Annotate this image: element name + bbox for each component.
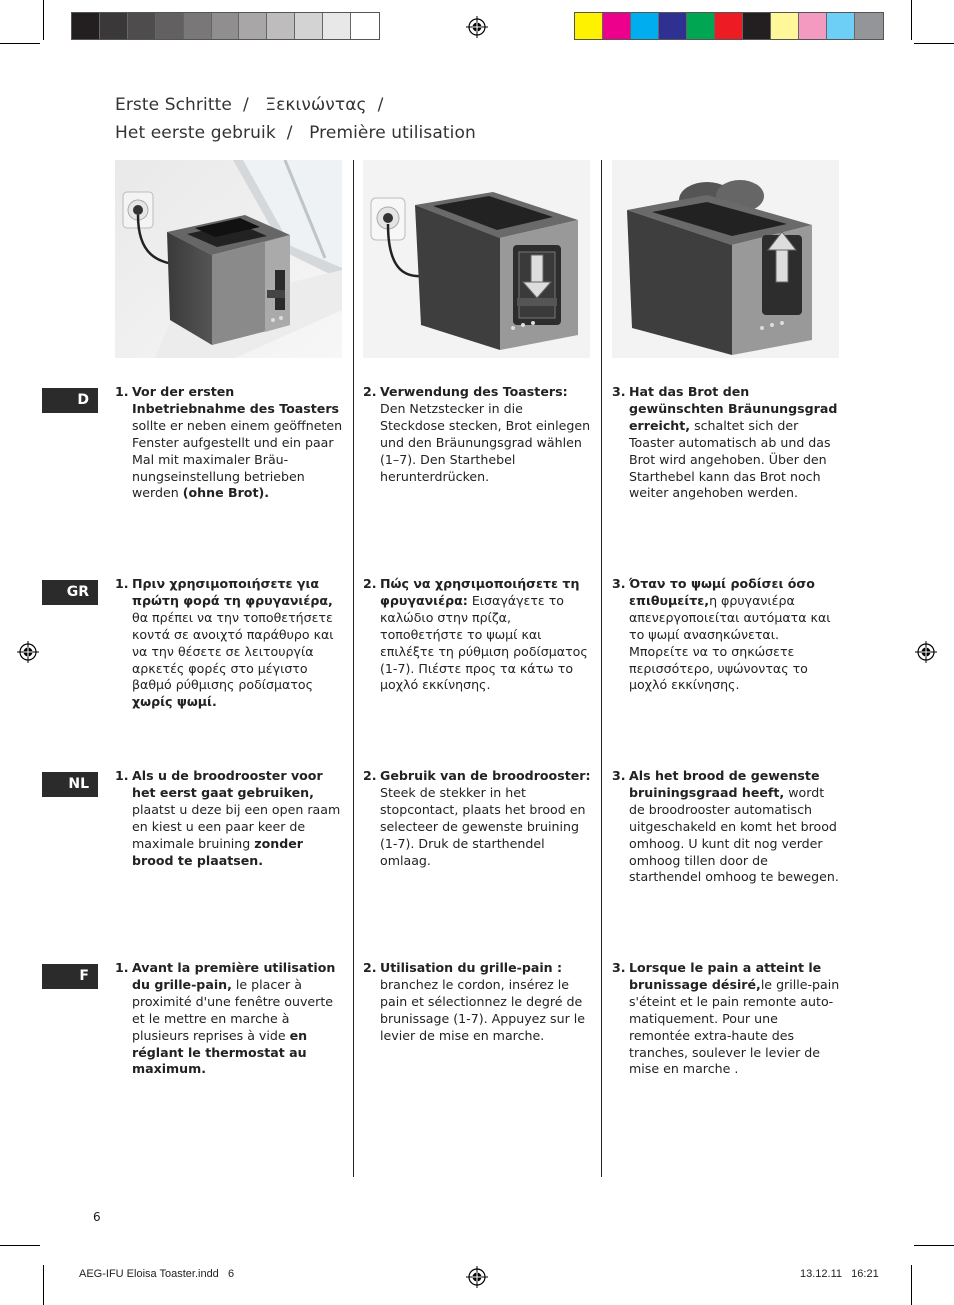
step-number: 2. bbox=[363, 384, 377, 399]
step-body: η φρυγανιέρα απενεργοποιείται αυτόματα και το ψωμί ανασηκώνεται. Μπορείτε να το σηκώσετε περισσότερο, υψώνοντας το μοχλό εκκίνησης. bbox=[629, 592, 831, 693]
step-gr-3 bbox=[612, 576, 840, 694]
step-d-2 bbox=[363, 384, 591, 485]
step-body: Εισαγάγετε το καλώδιο στην πρίζα, τοποθετήστε το ψωμί και επιλέξτε τη ρύθμιση ροδίσματος (1-7). Πιέστε προς τα κάτω το μοχλό εκκίνησης. bbox=[380, 592, 588, 693]
step-text bbox=[132, 768, 343, 869]
footer-timestamp: 13.12.11 16:21 bbox=[800, 1268, 879, 1280]
registration-mark-bottom-icon bbox=[466, 1266, 488, 1288]
step-number: 3. bbox=[612, 960, 626, 975]
step-lead: Lorsque le pain a atteint le brunissage désiré, bbox=[629, 960, 822, 992]
color-swatch bbox=[603, 13, 631, 39]
color-swatch bbox=[212, 13, 240, 39]
registration-mark-left-icon bbox=[17, 641, 39, 663]
step-number: 1. bbox=[115, 768, 129, 783]
step-text bbox=[132, 960, 343, 1078]
color-swatch bbox=[575, 13, 603, 39]
step-lead: Avant la première utilisation du grille-pain, bbox=[132, 960, 336, 992]
step-emphasis: en réglant le thermostat au maximum. bbox=[132, 1027, 308, 1077]
step-body: θα πρέπει να την τοποθετήσετε κοντά σε ανοιχτό παράθυρο και να την θέσετε σε λειτουργία αρκετές φορές στο μέγιστο βαθμό ρύθμισης ροδίσματος bbox=[132, 609, 334, 693]
step-emphasis: zonder brood te plaatsen. bbox=[132, 835, 304, 868]
step-nl-3 bbox=[612, 768, 840, 886]
step-text bbox=[629, 384, 840, 502]
step-d-1 bbox=[115, 384, 343, 502]
step-gr-1 bbox=[115, 576, 343, 711]
step-text bbox=[380, 576, 591, 694]
step-body: Steek de stekker in het stopcontact, plaats het brood en selecteer de gewenste bruining (1-7). Druk de starthendel omlaag. bbox=[380, 784, 586, 868]
step-lead: Als u de broodrooster voor het eerst gaat gebruiken, bbox=[132, 768, 323, 800]
step-text bbox=[380, 768, 591, 869]
step-emphasis: χωρίς ψωμί. bbox=[132, 694, 217, 710]
color-swatch bbox=[771, 13, 799, 39]
language-tab-gr: GR bbox=[42, 580, 98, 605]
color-swatch bbox=[184, 13, 212, 39]
column-divider-2 bbox=[601, 160, 602, 1177]
step-body: plaatst u deze bij een open raam en kiest u een paar keer de maximale bruining bbox=[132, 801, 341, 851]
page-title-line-1: Erste Schritte / Ξεκινώντας / bbox=[115, 95, 384, 115]
page-number: 6 bbox=[93, 1210, 101, 1224]
color-calibration-bar bbox=[574, 12, 884, 40]
step-number: 2. bbox=[363, 960, 377, 975]
page-title-line-2: Het eerste gebruik / Première utilisation bbox=[115, 123, 476, 143]
step-text bbox=[380, 384, 591, 485]
step-body: le grille-pain s'éteint et le pain remonte automatiquement. Pour une remontée extra-haute des tranches, soulever le levier de mise en marche . bbox=[629, 976, 840, 1077]
step-f-3 bbox=[612, 960, 840, 1078]
color-swatch bbox=[631, 13, 659, 39]
color-swatch bbox=[715, 13, 743, 39]
language-tab-f: F bbox=[42, 964, 98, 989]
color-swatch bbox=[323, 13, 351, 39]
step-body: sollte er neben einem geöffneten Fenster aufgestellt und ein paar Mal mit maximaler Bräunungseinstellung betrieben werden bbox=[132, 417, 343, 501]
step-d-3 bbox=[612, 384, 840, 502]
step-number: 1. bbox=[115, 960, 129, 975]
footer-file-info: AEG-IFU Eloisa Toaster.indd 6 bbox=[79, 1268, 235, 1280]
registration-mark-top-icon bbox=[466, 16, 488, 38]
color-swatch bbox=[827, 13, 855, 39]
step-f-2 bbox=[363, 960, 591, 1045]
step-nl-1 bbox=[115, 768, 343, 869]
step-lead: Πριν χρησιμοποιήσετε για πρώτη φορά τη φρυγανιέρα, bbox=[132, 576, 333, 608]
step-lead: Πώς να χρησιμοποιήσετε τη φρυγανιέρα: bbox=[380, 576, 580, 608]
step-number: 3. bbox=[612, 768, 626, 783]
language-tab-d: D bbox=[42, 388, 98, 413]
illustration-toaster-lever-down bbox=[363, 160, 590, 358]
grayscale-calibration-bar bbox=[71, 12, 380, 40]
color-swatch bbox=[100, 13, 128, 39]
illustration-toaster-by-window bbox=[115, 160, 342, 358]
column-divider-1 bbox=[353, 160, 354, 1177]
step-lead: Hat das Brot den gewünschten Bräunungsgrad erreicht, bbox=[629, 384, 838, 433]
step-text bbox=[629, 960, 840, 1078]
color-swatch bbox=[295, 13, 323, 39]
step-lead: Utilisation du grille-pain : bbox=[380, 960, 563, 975]
step-number: 2. bbox=[363, 768, 377, 783]
illustration-toaster-bread-up bbox=[612, 160, 839, 358]
step-body: Den Netzstecker in die Steckdose stecken, Brot einlegen und den Bräunungsgrad wählen (1–7). Den Starthebel herunterdrücken. bbox=[380, 400, 591, 484]
color-swatch bbox=[267, 13, 295, 39]
color-swatch bbox=[659, 13, 687, 39]
step-text bbox=[132, 576, 343, 711]
step-text bbox=[629, 576, 840, 694]
color-swatch bbox=[239, 13, 267, 39]
step-number: 3. bbox=[612, 576, 626, 591]
color-swatch bbox=[351, 13, 379, 39]
step-lead: Als het brood de gewenste bruiningsgraad heeft, bbox=[629, 768, 820, 800]
step-body: le placer à proximité d'une fenêtre ouverte et le mettre en marche à plusieurs reprises à vide bbox=[132, 976, 334, 1043]
registration-mark-right-icon bbox=[915, 641, 937, 663]
step-body: branchez le cordon, insérez le pain et sélectionnez le degré de brunissage (1-7). Appuyez sur le levier de mise en marche. bbox=[380, 976, 585, 1043]
step-number: 3. bbox=[612, 384, 626, 399]
step-text bbox=[132, 384, 343, 502]
step-f-1 bbox=[115, 960, 343, 1078]
step-body: schaltet sich der Toaster automatisch ab und das Brot wird angehoben. Über den Starthebel kann das Brot noch weiter angehoben werden. bbox=[629, 417, 831, 501]
step-number: 1. bbox=[115, 384, 129, 399]
step-text bbox=[380, 960, 591, 1045]
color-swatch bbox=[799, 13, 827, 39]
color-swatch bbox=[687, 13, 715, 39]
step-gr-2 bbox=[363, 576, 591, 694]
step-body: wordt de broodrooster automatisch uitgeschakeld en komt het brood omhoog. U kunt dit nog verder omhoog tillen door de starthendel omhoog te bewegen. bbox=[629, 784, 839, 885]
color-swatch bbox=[128, 13, 156, 39]
step-lead: Gebruik van de broodrooster: bbox=[380, 768, 591, 783]
color-swatch bbox=[855, 13, 883, 39]
step-lead: Vor der ersten Inbetriebnahme des Toasters bbox=[132, 384, 340, 416]
step-emphasis: (ohne Brot). bbox=[182, 485, 270, 501]
color-swatch bbox=[156, 13, 184, 39]
color-swatch bbox=[72, 13, 100, 39]
color-swatch bbox=[743, 13, 771, 39]
step-lead: Verwendung des Toasters: bbox=[380, 384, 568, 399]
step-lead: Όταν το ψωμί ροδίσει όσο επιθυμείτε, bbox=[629, 576, 815, 608]
step-text bbox=[629, 768, 840, 886]
step-number: 2. bbox=[363, 576, 377, 591]
language-tab-nl: NL bbox=[42, 772, 98, 797]
step-number: 1. bbox=[115, 576, 129, 591]
step-nl-2 bbox=[363, 768, 591, 869]
